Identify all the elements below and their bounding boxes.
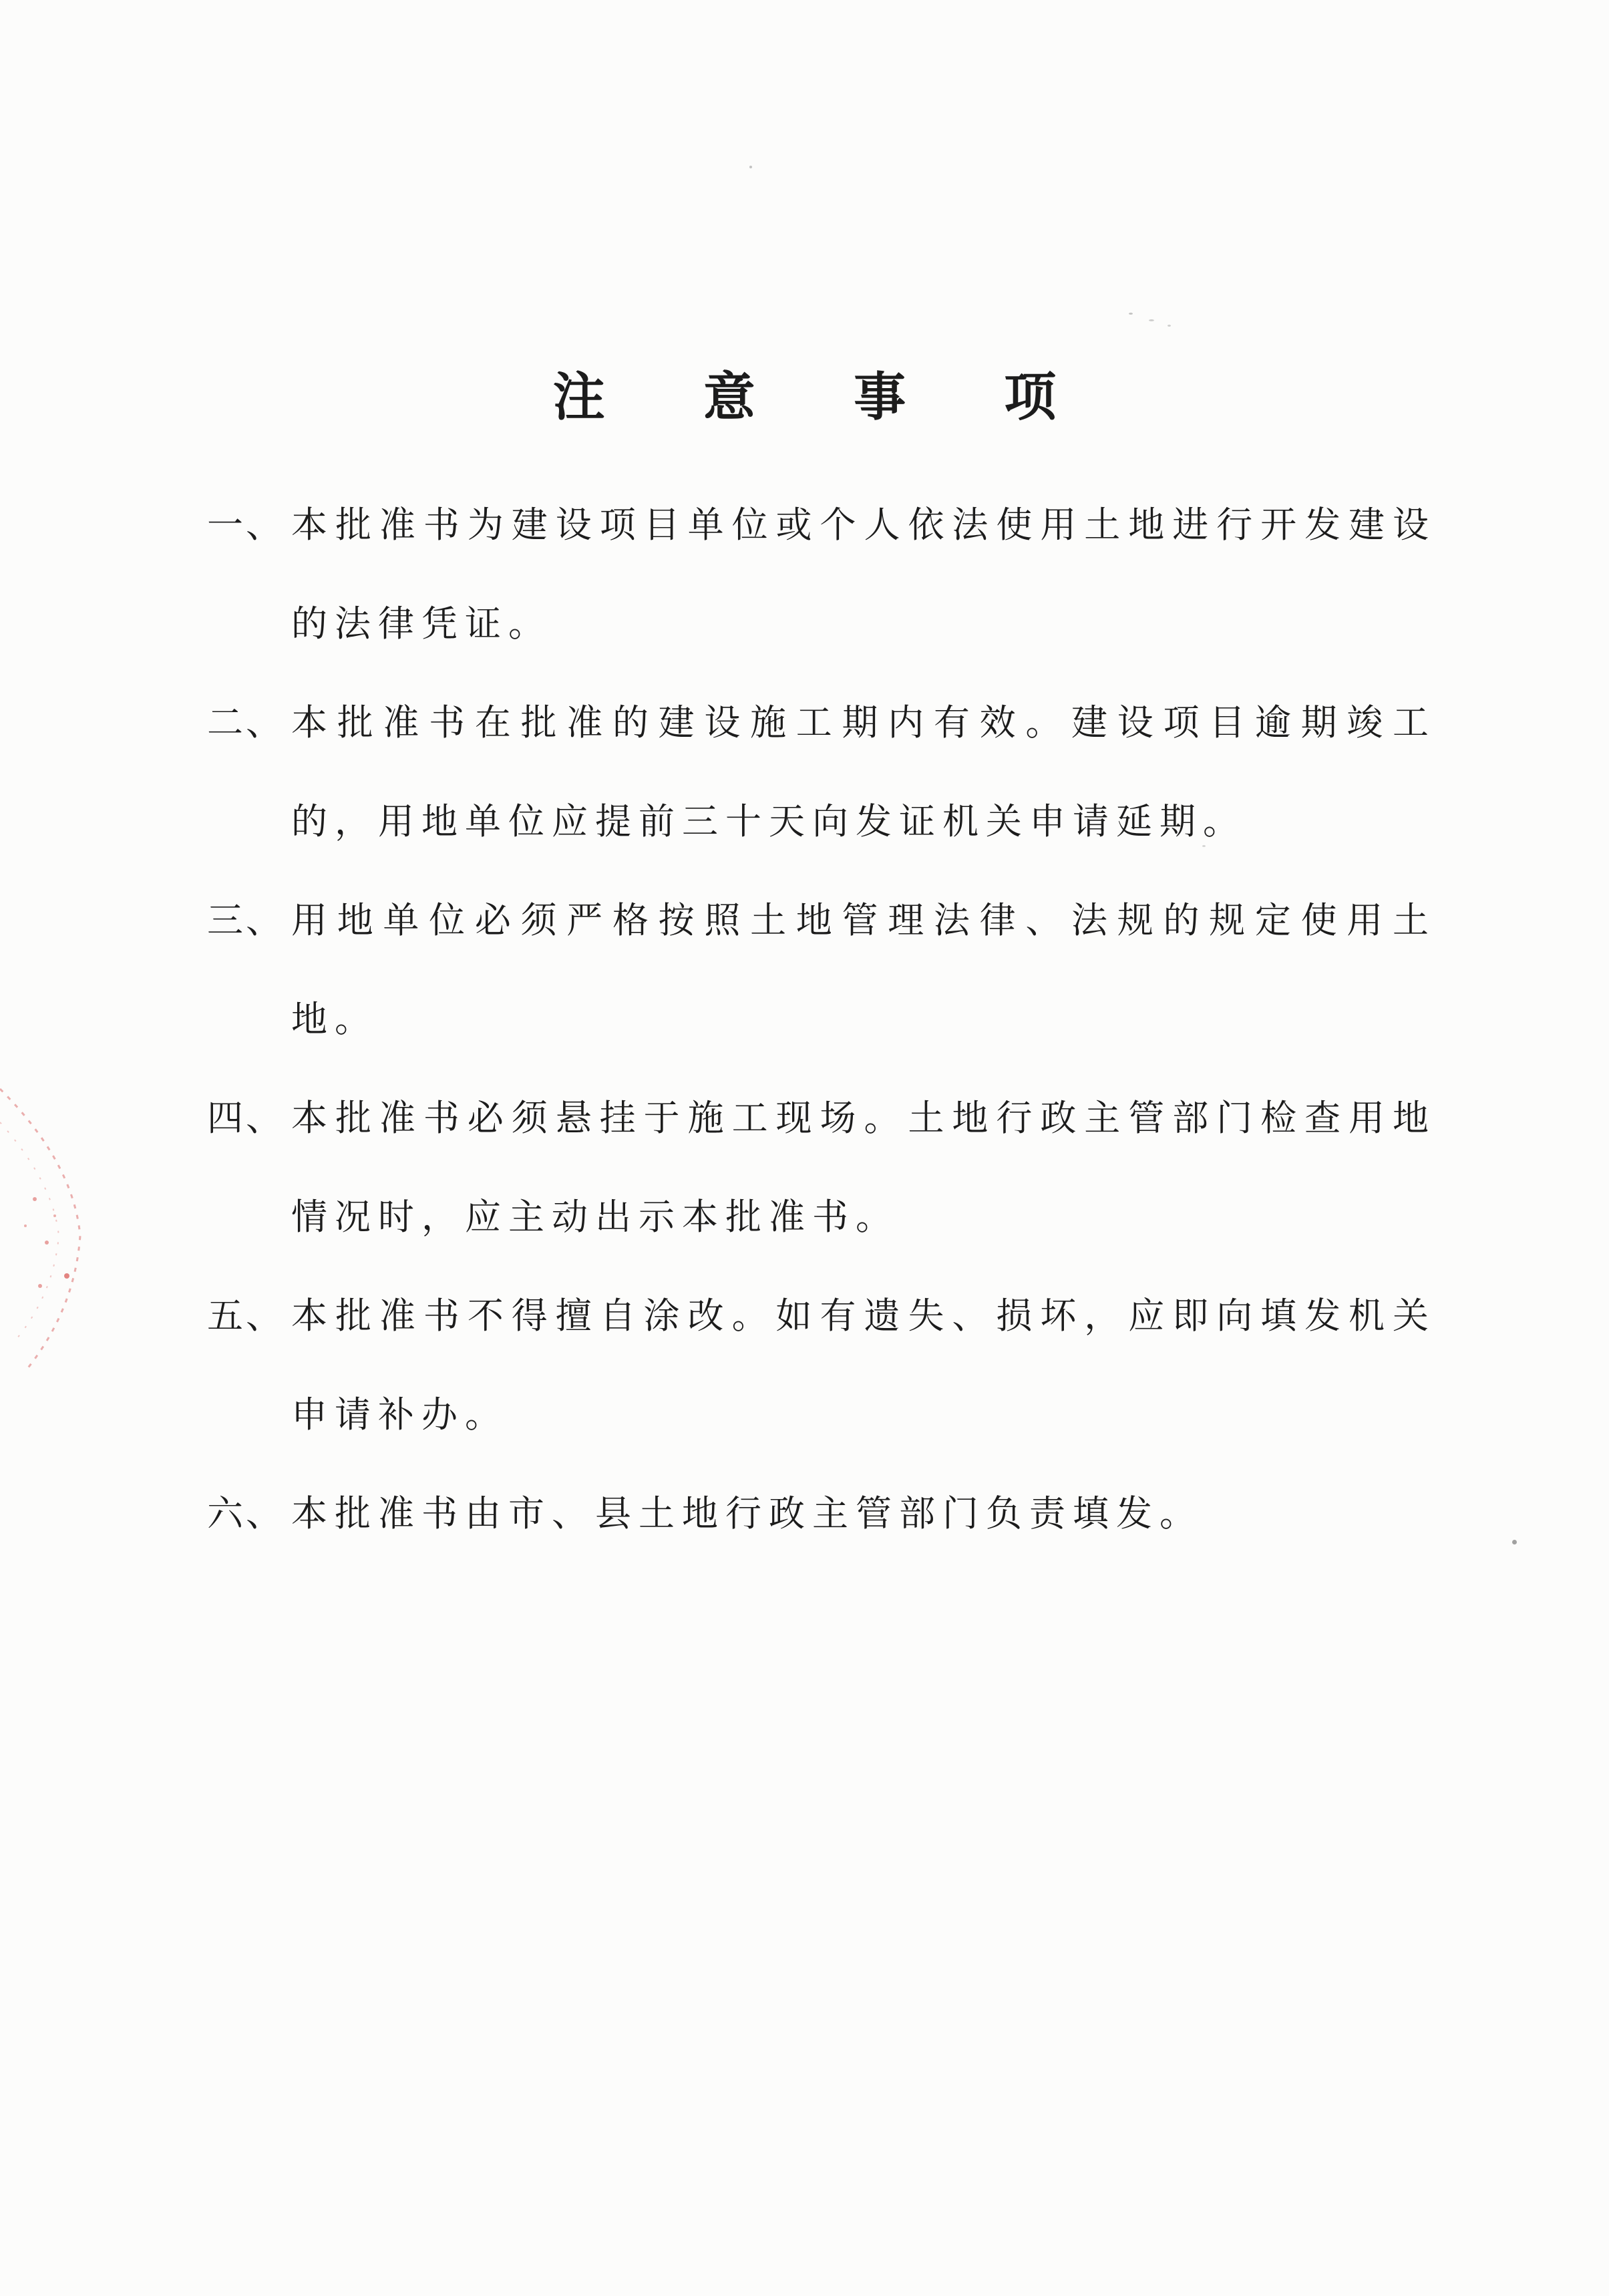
note-number: 二、 (207, 701, 285, 744)
note-number: 五、 (207, 1295, 285, 1337)
scan-speck (1129, 313, 1133, 315)
note-text: 用地单位必须严格按照土地管理法律、法规的规定使用土地。 (291, 899, 1436, 1040)
scan-speck (1149, 319, 1154, 321)
page-title: 注 意 事 项 (552, 367, 1097, 428)
scan-speck (1168, 325, 1171, 327)
notes-list (207, 476, 1436, 1563)
note-text: 本批准书为建设项目单位或个人依法使用土地进行开发建设的法律凭证。 (291, 504, 1436, 645)
note-number: 四、 (207, 1097, 285, 1139)
note-number: 六、 (207, 1492, 285, 1534)
scan-speck (749, 166, 752, 168)
note-item (207, 871, 1436, 1069)
scan-speck (1512, 1540, 1517, 1544)
note-text: 本批准书由市、县土地行政主管部门负责填发。 (291, 1492, 1203, 1534)
note-text: 本批准书在批准的建设施工期内有效。建设项目逾期竣工的，用地单位应提前三十天向发证机关申请延期。 (291, 701, 1436, 842)
note-text: 本批准书不得擅自涂改。如有遗失、损坏，应即向填发机关申请补办。 (291, 1295, 1436, 1436)
note-item (207, 1464, 1436, 1563)
note-item (207, 1267, 1436, 1464)
note-number: 三、 (207, 899, 285, 941)
note-text: 本批准书必须悬挂于施工现场。土地行政主管部门检查用地情况时，应主动出示本批准书。 (291, 1097, 1436, 1238)
note-item (207, 673, 1436, 871)
note-number: 一、 (207, 504, 285, 546)
note-item (207, 1069, 1436, 1267)
seal-fragment-icon (0, 1082, 100, 1376)
note-item (207, 476, 1436, 673)
